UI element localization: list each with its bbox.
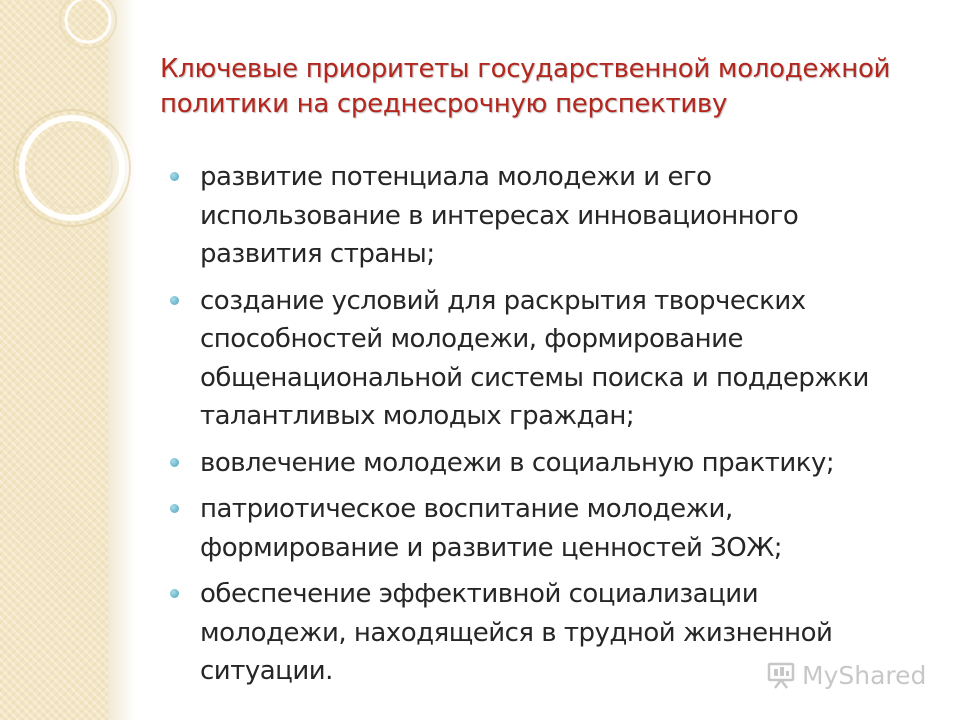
list-item xyxy=(170,158,900,274)
list-item xyxy=(170,444,900,483)
list-item-text: развитие потенциала молодежи и его использование в интересах инновационного развития страны; xyxy=(200,162,799,269)
bullet-icon xyxy=(170,458,179,467)
list-item-text: создание условий для раскрытия творческих способностей молодежи, формирование общенациональной системы поиска и поддержки талантливых молодых граждан; xyxy=(200,285,869,431)
myshared-watermark xyxy=(766,655,936,695)
priority-list xyxy=(170,158,900,699)
slide-title: Ключевые приоритеты государственной молодежной политики на среднесрочную перспективу xyxy=(160,54,891,119)
list-item-text: патриотическое воспитание молодежи, формирование и развитие ценностей ЗОЖ; xyxy=(200,494,783,563)
list-item-text: обеспечение эффективной социализации молодежи, находящейся в трудной жизненной ситуации. xyxy=(200,579,833,686)
presentation-board-icon xyxy=(766,660,796,690)
list-item xyxy=(170,282,900,436)
bullet-icon xyxy=(170,296,179,305)
bullet-icon xyxy=(170,504,179,513)
list-item-text: вовлечение молодежи в социальную практику; xyxy=(200,447,835,478)
bullet-icon xyxy=(170,172,179,181)
list-item xyxy=(170,490,900,567)
watermark-text: MyShared xyxy=(802,660,927,690)
decorative-circles xyxy=(0,0,160,260)
bullet-icon xyxy=(170,589,179,598)
